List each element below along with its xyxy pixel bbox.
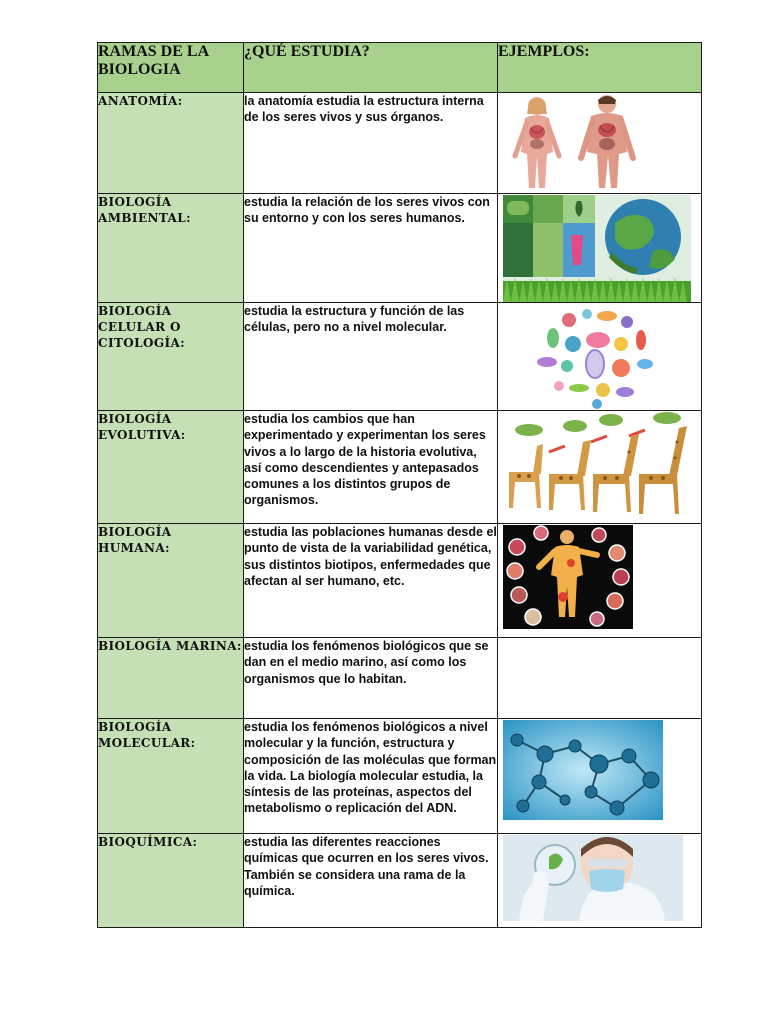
branch-description: estudia los cambios que han experimentado y experimentan los seres vivos a lo largo de la historia evolutiva, así como descendientes y antepasados comunes a los distintos grupos de organismos. xyxy=(244,411,498,524)
biology-branches-table xyxy=(97,42,702,928)
example-cell xyxy=(498,834,702,928)
table-row xyxy=(98,834,702,928)
branch-description: estudia las diferentes reacciones químicas que ocurren en los seres vivos. También se considera una rama de la química. xyxy=(244,834,498,928)
table-row xyxy=(98,524,702,638)
example-cell xyxy=(498,303,702,411)
branch-description: estudia las poblaciones humanas desde el punto de vista de la variabilidad genética, sus distintos biotipos, enfermedades que afectan al ser humano, etc. xyxy=(244,524,498,638)
branch-name: BIOLOGÍA CELULAR O CITOLOGÍA: xyxy=(98,303,244,411)
environment-image xyxy=(503,195,691,302)
branch-description: la anatomía estudia la estructura interna de los seres vivos y sus órganos. xyxy=(244,93,498,194)
table-row xyxy=(98,411,702,524)
branch-description: estudia los fenómenos biológicos que se dan en el medio marino, así como los organismos que lo habitan. xyxy=(244,638,498,719)
table-row xyxy=(98,719,702,834)
example-cell xyxy=(498,411,702,524)
branch-name: ANATOMÍA: xyxy=(98,93,244,194)
header-branch: RAMAS DE LA BIOLOGIA xyxy=(98,43,244,93)
giraffes-evolution-image xyxy=(503,412,693,520)
biochemistry-image xyxy=(503,835,683,921)
branch-name: BIOLOGÍA EVOLUTIVA: xyxy=(98,411,244,524)
anatomy-image xyxy=(503,94,647,190)
branch-name: BIOLOGÍA MARINA: xyxy=(98,638,244,719)
branch-name: BIOLOGÍA AMBIENTAL: xyxy=(98,194,244,303)
human-biology-image xyxy=(503,525,633,629)
table-row xyxy=(98,194,702,303)
table-header-row xyxy=(98,43,702,93)
branch-description: estudia la relación de los seres vivos con su entorno y con los seres humanos. xyxy=(244,194,498,303)
header-examples: EJEMPLOS: xyxy=(498,43,702,93)
cells-image xyxy=(503,304,693,410)
branch-description: estudia los fenómenos biológicos a nivel molecular y la función, estructura y composición de las moléculas que forman la vida. La biología molecular estudia, la síntesis de las proteínas, aspectos del metabolismo o replicación del ADN. xyxy=(244,719,498,834)
example-cell xyxy=(498,638,702,719)
branch-name: BIOLOGÍA MOLECULAR: xyxy=(98,719,244,834)
example-cell xyxy=(498,524,702,638)
branch-name: BIOLOGÍA HUMANA: xyxy=(98,524,244,638)
table-row xyxy=(98,638,702,719)
molecules-image xyxy=(503,720,663,820)
example-cell xyxy=(498,719,702,834)
example-cell xyxy=(498,194,702,303)
table-row xyxy=(98,93,702,194)
header-what: ¿QUÉ ESTUDIA? xyxy=(244,43,498,93)
branch-description: estudia la estructura y función de las células, pero no a nivel molecular. xyxy=(244,303,498,411)
table-row xyxy=(98,303,702,411)
example-cell xyxy=(498,93,702,194)
branch-name: BIOQUÍMICA: xyxy=(98,834,244,928)
